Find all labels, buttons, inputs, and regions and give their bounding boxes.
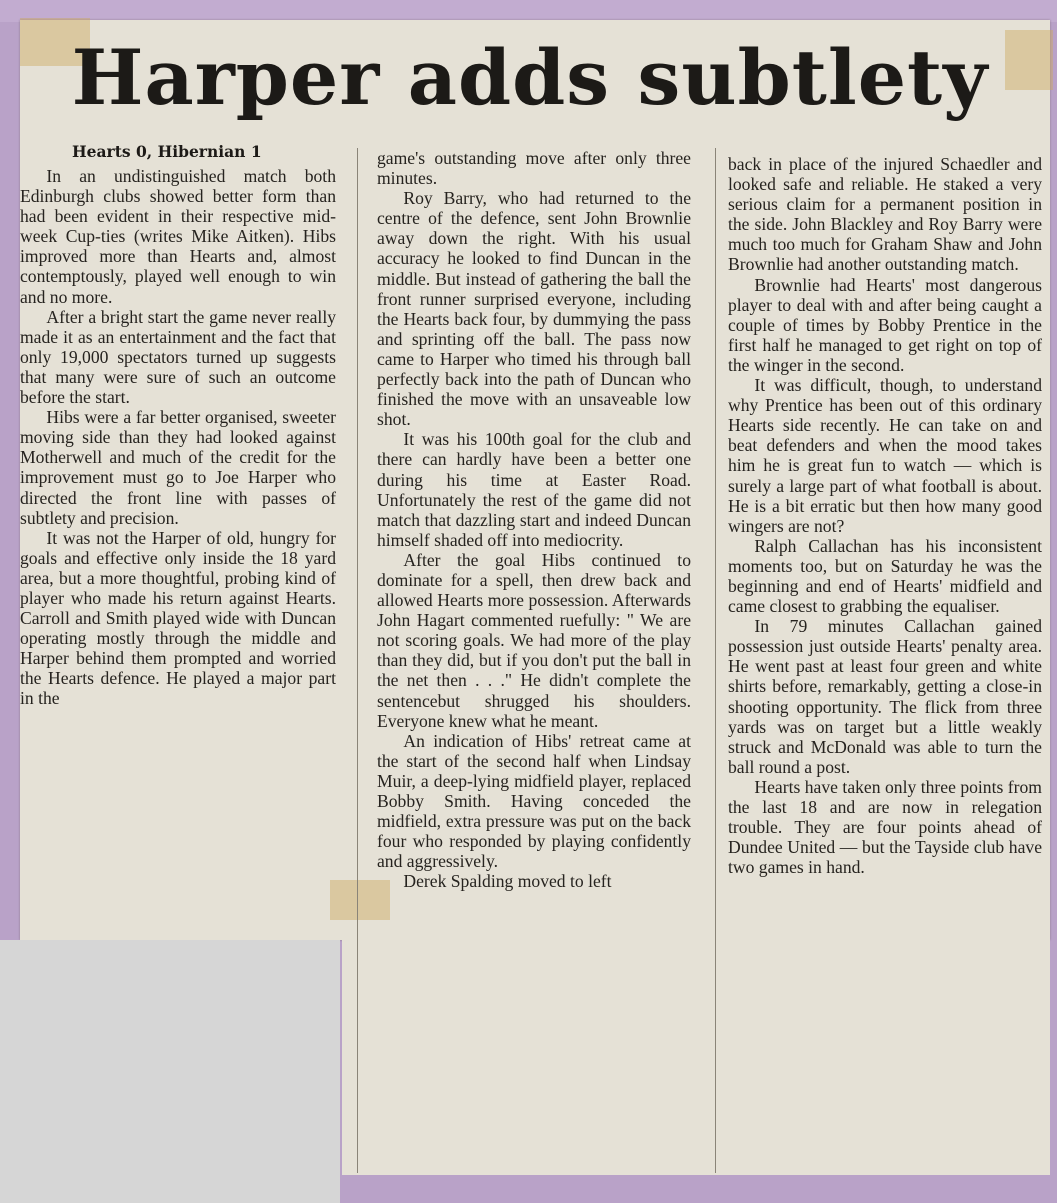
paragraph: It was difficult, though, to understand why Prentice has been out of this ordinary Hearts side recently. He can take on and beat defenders and when the mood takes him he is great fun to watch — which is surely a large part of what football is about. He is a bit erratic but then how many good wingers are not?: [728, 375, 1042, 536]
blank-gray-area: [0, 940, 340, 1203]
score-line: Hearts 0, Hibernian 1: [72, 142, 262, 161]
paragraph: Ralph Callachan has his inconsistent moments too, but on Saturday he was the beginning and end of Hearts' midfield and came closest to grabbing the equaliser.: [728, 535, 1042, 617]
paragraph: After a bright start the game never really made it as an entertainment and the fact that only 19,000 spectators turned up suggests that many were sure of such an outcome before the start.: [20, 306, 336, 408]
paragraph: game's outstanding move after only three minutes.: [377, 148, 691, 189]
paragraph: Derek Spalding moved to left: [403, 871, 612, 892]
paragraph: back in place of the injured Schaedler and looked safe and reliable. He staked a very serious claim for a permanent position in the side. John Blackley and Roy Barry were much too much for Graham Shaw and John Brownlie had another outstanding match.: [728, 154, 1042, 275]
clipping-lower-right: [342, 930, 1050, 1175]
column-rule: [357, 148, 358, 1173]
paragraph: Hibs were a far better organised, sweeter moving side than they had looked against Motherwell and much of the credit for the improvement must go to Joe Harper who directed the front line with passes of subtlety and precision.: [20, 407, 336, 528]
paragraph: Hearts have taken only three points from the last 18 and are now in relegation trouble. They are four points ahead of Dundee United — but the Tayside club have two games in hand.: [728, 776, 1042, 878]
paragraph: After the goal Hibs continued to dominate for a spell, then drew back and allowed Hearts more possession. Afterwards John Hagart commented ruefully: " We are not scoring goals. We had more of the play than they did, but if you don't put the ball in the net then . . ." He didn't complete the sentencebut shrugged his shoulders. Everyone knew what he meant.: [377, 549, 691, 731]
article-column-1: [20, 142, 336, 709]
article-column-2: [377, 148, 691, 891]
paragraph: In an undistinguished match both Edinburgh clubs showed better form than had been evident in their respective mid-week Cup-ties (writes Mike Aitken). Hibs improved more than Hearts and, almost contemptously, played well enough to win and no more.: [20, 166, 336, 307]
paragraph: It was his 100th goal for the club and there can hardly have been a better one during his time at Easter Road. Unfortunately the rest of the game did not match that dazzling start and indeed Duncan himself shaded off into mediocrity.: [377, 429, 691, 550]
article-column-3: [728, 154, 1042, 877]
paragraph: Roy Barry, who had returned to the centre of the defence, sent John Brownlie away down the right. With his usual accuracy he looked to find Duncan in the middle. But instead of gathering the ball the front runner surprised everyone, including the Hearts back four, by dummying the pass and sprinting off the ball. The pass now came to Harper who timed his through ball perfectly back into the path of Duncan who finished the move with an unsaveable low shot.: [377, 188, 691, 430]
headline: Harper adds subtlety: [71, 33, 989, 122]
paragraph: Brownlie had Hearts' most dangerous player to deal with and after being caught a couple of times by Bobby Prentice in the first half he managed to get right on top of the winger in the second.: [728, 274, 1042, 375]
column-rule: [715, 148, 716, 1173]
paragraph: It was not the Harper of old, hungry for goals and effective only inside the 18 yard area, but a more thoughtful, probing kind of player who made his return against Hearts. Carroll and Smith played wide with Duncan operating mostly through the middle and Harper behind them prompted and worried the Hearts defence. He played a major part in the: [20, 527, 336, 709]
paragraph: An indication of Hibs' retreat came at the start of the second half when Lindsay Muir, a deep-lying midfield player, replaced Bobby Smith. Having conceded the midfield, extra pressure was put on the back four who responded by playing confidently and aggressively.: [377, 730, 691, 872]
paragraph: In 79 minutes Callachan gained possession just outside Hearts' penalty area. He went past at least four green and white shirts before, remarkably, getting a close-in shooting opportunity. The flick from three yards was on target but a little weakly struck and McDonald was able to turn the ball round a post.: [728, 616, 1042, 777]
